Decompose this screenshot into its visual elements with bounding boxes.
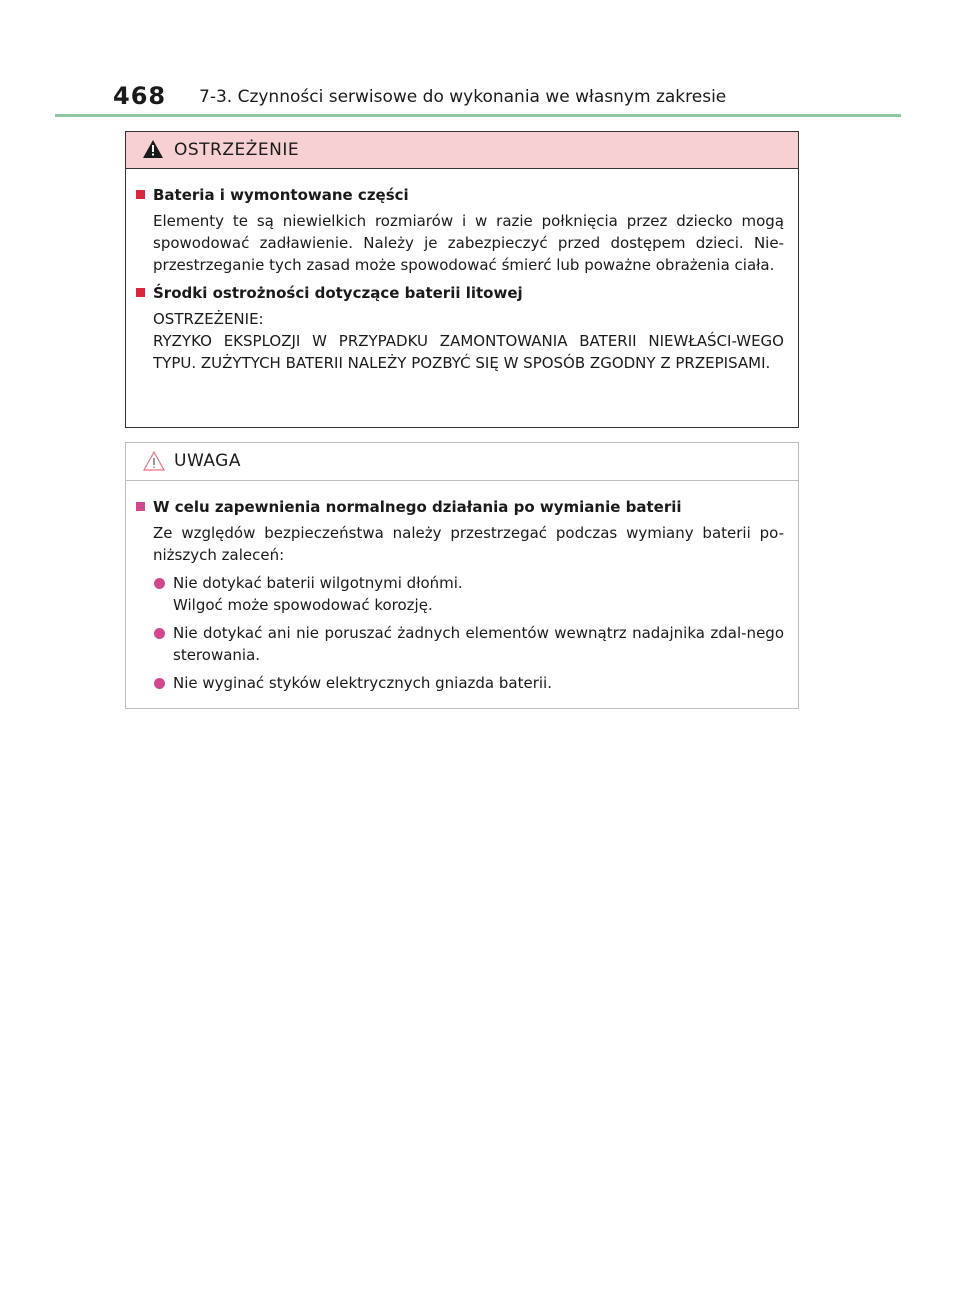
page-number: 468 xyxy=(113,82,167,110)
page-header xyxy=(113,82,903,114)
list-item: Nie dotykać baterii wilgotnymi dłońmi. Wilgoć może spowodować korozję. xyxy=(136,572,784,616)
warning-triangle-icon xyxy=(143,140,163,158)
warning-title: OSTRZEŻENIE xyxy=(174,140,300,160)
square-bullet-icon xyxy=(136,288,145,297)
warning-box-header xyxy=(126,132,798,169)
section-title: 7-3. Czynności serwisowe do wykonania we własnym zakresie xyxy=(199,87,727,107)
notice-box xyxy=(125,442,799,709)
notice-title: UWAGA xyxy=(174,451,241,471)
round-bullet-icon xyxy=(154,678,165,689)
battery-parts-text: Elementy te są niewielkich rozmiarów i w razie połknięcia przez dziecko mogą spowodować zadławienie. Należy je zabezpieczyć przed dostępem dzieci. Nie-przestrzeganie tych zasad może spowodować śmierć lub poważne obrażenia ciała. xyxy=(153,212,784,274)
notice-box-header xyxy=(126,443,798,481)
square-bullet-icon xyxy=(136,502,145,511)
list-item: Nie dotykać ani nie poruszać żadnych elementów wewnątrz nadajnika zdal-nego sterowania. xyxy=(136,622,784,666)
list-item: Nie wyginać styków elektrycznych gniazda baterii. xyxy=(136,672,784,694)
section-heading-lithium-battery: Środki ostrożności dotyczące baterii litowej xyxy=(136,282,784,304)
header-divider xyxy=(55,114,901,117)
square-bullet-icon xyxy=(136,190,145,199)
round-bullet-icon xyxy=(154,628,165,639)
notice-intro-text: Ze względów bezpieczeństwa należy przestrzegać podczas wymiany baterii po-niższych zaleceń: xyxy=(153,524,784,564)
lithium-warning-label: OSTRZEŻENIE: xyxy=(153,310,264,328)
warning-box xyxy=(125,131,799,428)
caution-triangle-icon xyxy=(143,451,165,471)
lithium-warning-text: RYZYKO EKSPLOZJI W PRZYPADKU ZAMONTOWANIA BATERII NIEWŁAŚCI-WEGO TYPU. ZUŻYTYCH BATERII NALEŻY POZBYĆ SIĘ W SPOSÓB ZGODNY Z PRZEPISAMI. xyxy=(153,332,784,372)
round-bullet-icon xyxy=(154,578,165,589)
section-heading-battery-parts: Bateria i wymontowane części xyxy=(136,184,784,206)
section-heading-normal-operation: W celu zapewnienia normalnego działania po wymianie baterii xyxy=(136,496,784,518)
